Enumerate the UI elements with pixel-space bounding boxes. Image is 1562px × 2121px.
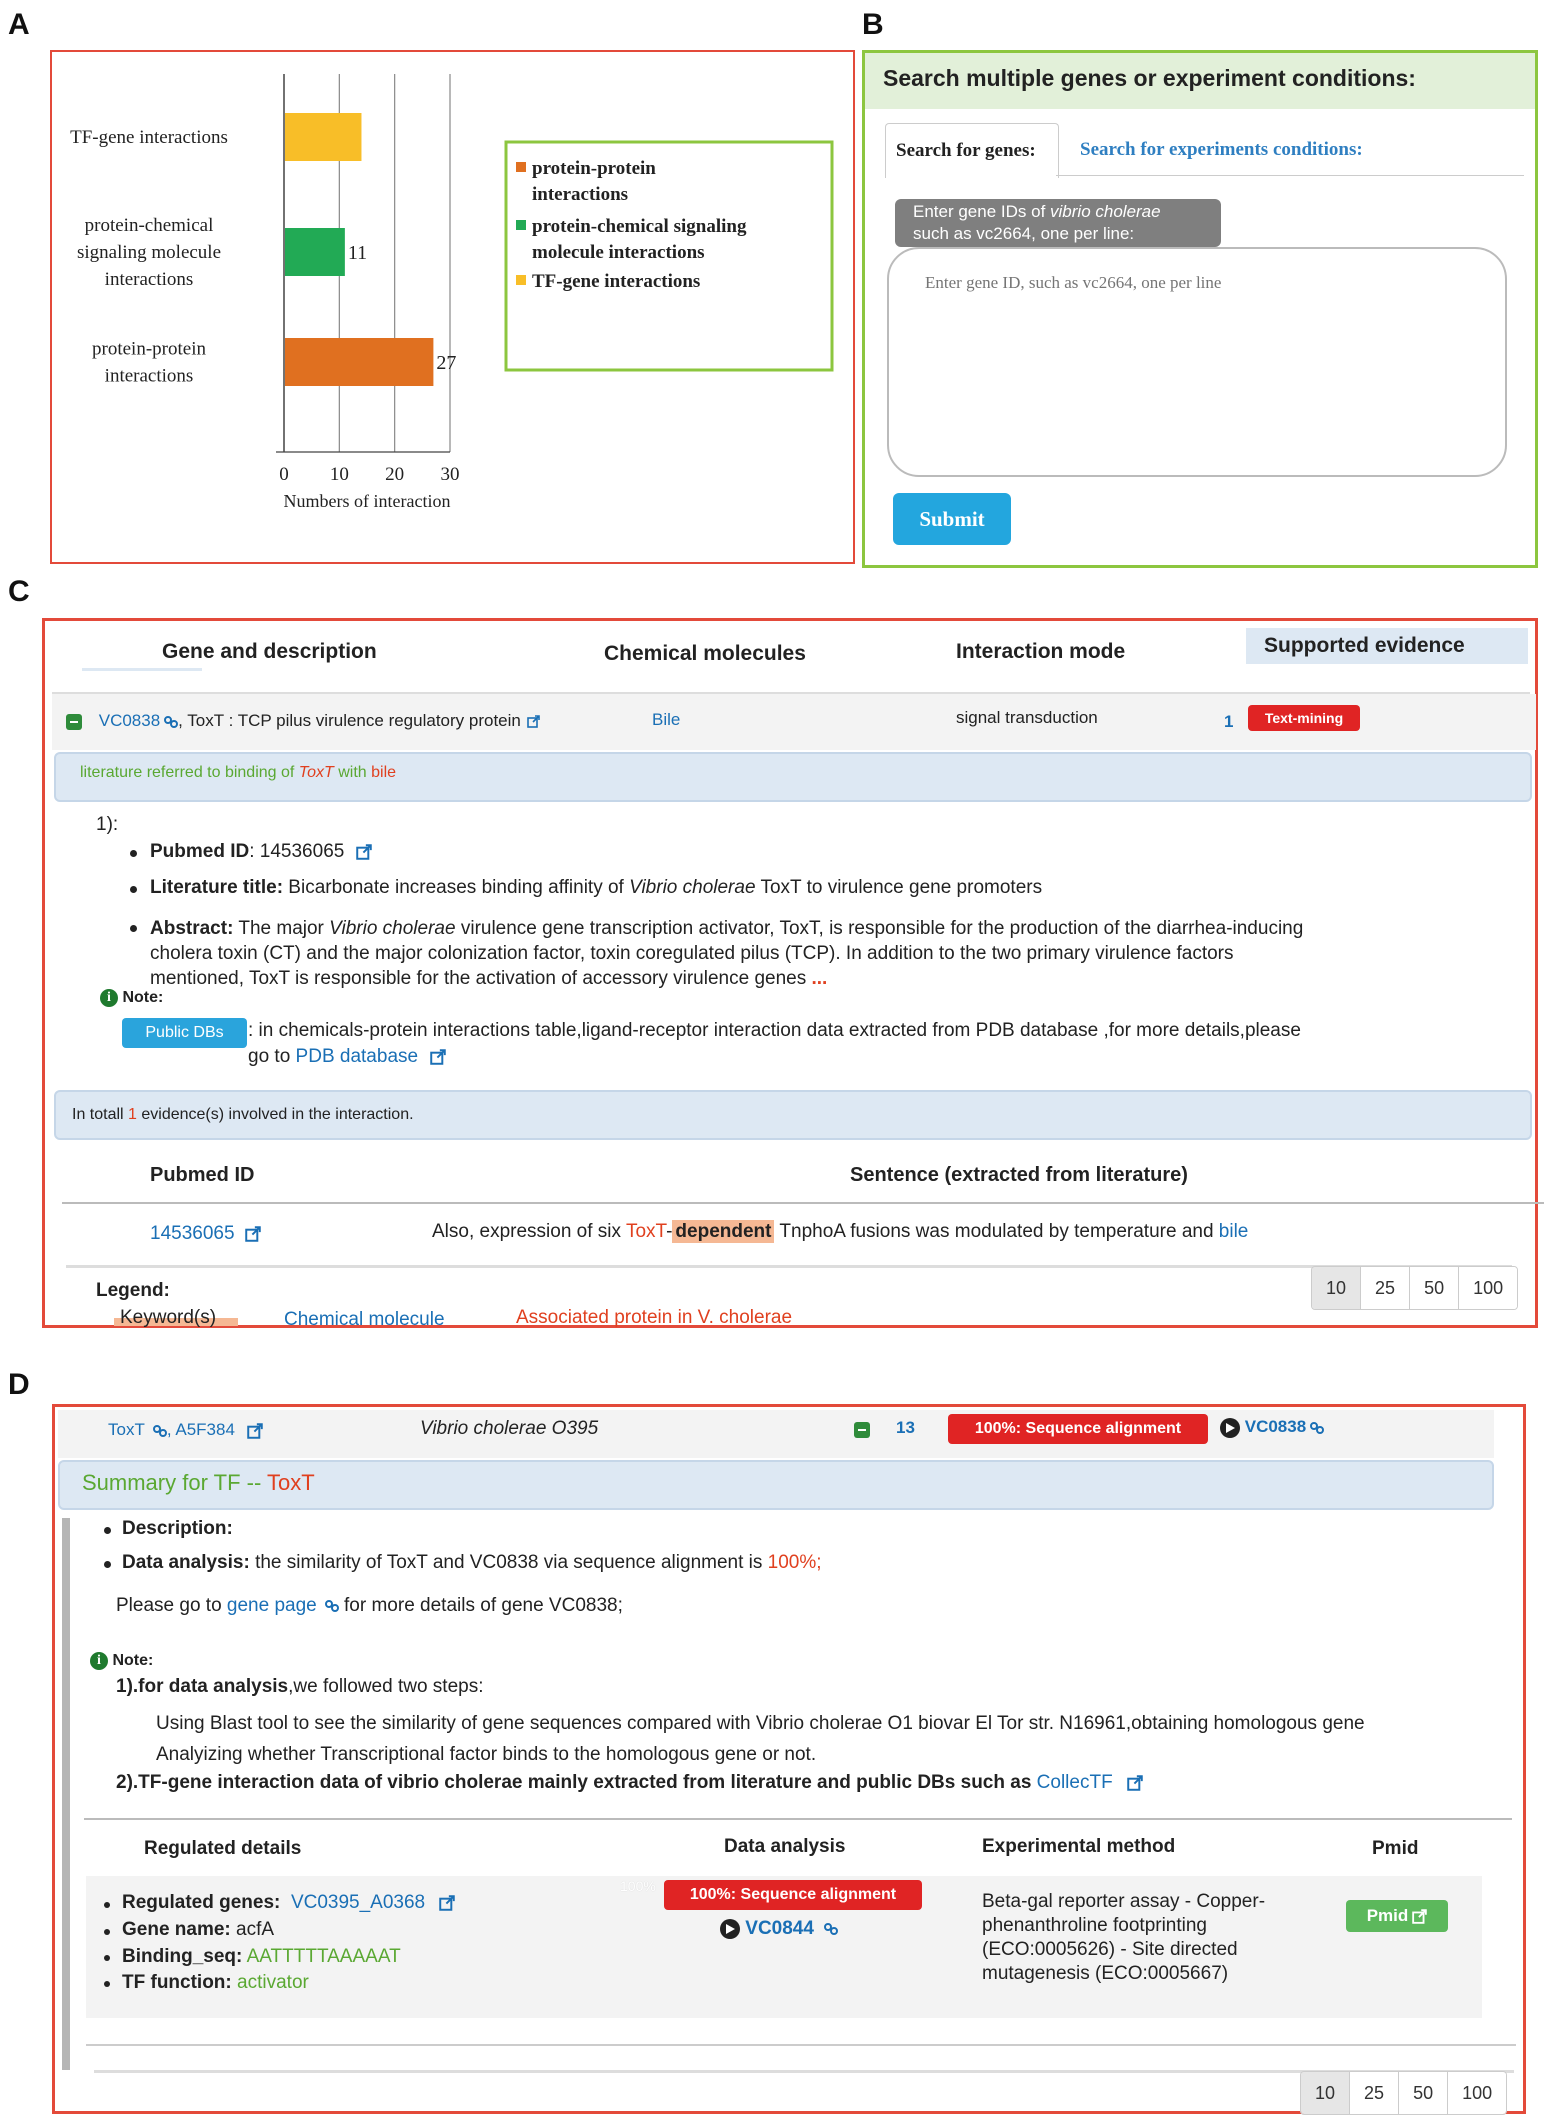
legend-swatch xyxy=(516,220,526,230)
method-line-3: (ECO:0005626) - Site directed xyxy=(982,1939,1238,1960)
interaction-bar-chart xyxy=(52,52,853,562)
tf-note-row xyxy=(90,1652,153,1670)
link-chain-icon[interactable] xyxy=(1310,1422,1324,1434)
total-prefix: In totall xyxy=(72,1106,129,1123)
pubmed-id-value: : 14536065 xyxy=(249,841,345,862)
gene-name-label: Gene name: xyxy=(122,1919,231,1940)
step1-bold: data analysis xyxy=(168,1676,289,1697)
bullet xyxy=(130,850,137,857)
search-panel xyxy=(862,50,1538,568)
link-chain-icon[interactable] xyxy=(164,716,178,728)
gene-page-line xyxy=(116,1595,623,1617)
pubmed-id-line xyxy=(150,841,372,863)
search-header-text: Search multiple genes or experiment conditions: xyxy=(883,65,1416,91)
panel-label-d: D xyxy=(8,1368,30,1401)
abstract-label: Abstract: xyxy=(150,918,234,939)
reg-header-details[interactable]: Regulated details xyxy=(144,1838,302,1859)
step2-line xyxy=(116,1772,1143,1794)
lit-chem: bile xyxy=(371,764,397,781)
arrow-right-icon xyxy=(720,1919,740,1939)
evidence-count[interactable]: 1 xyxy=(1224,712,1234,731)
submit-button-label: Submit xyxy=(919,507,985,531)
category-label: interactions xyxy=(104,365,194,387)
data-analysis-value: 100%; xyxy=(767,1552,822,1573)
interaction-mode-value: signal transduction xyxy=(956,708,1098,727)
lit-prefix: literature referred to binding of xyxy=(80,764,299,781)
analysis-badge[interactable]: 100%: Sequence alignment xyxy=(664,1880,922,1910)
binding-seq-line xyxy=(122,1946,401,1968)
panel-label-a: A xyxy=(8,8,30,41)
ev-pubmed-link[interactable]: 14536065 xyxy=(150,1223,235,1244)
note-text: : in chemicals-protein interactions table,ligand-receptor interaction data extracted from PDB database ,for more details,please xyxy=(248,1020,1301,1041)
abstract-line-2: cholera toxin (CT) and the major colonization factor, toxin coregulated pilus (TCP). In addition to the two primary virulence factors xyxy=(150,943,1234,964)
literature-title-text-end: ToxT to virulence gene promoters xyxy=(755,877,1043,898)
lit-mid: with xyxy=(333,764,372,781)
category-label: protein-chemical xyxy=(84,215,214,236)
bullet xyxy=(104,1929,110,1935)
gene-name-line xyxy=(122,1919,274,1941)
note-go-text: go to xyxy=(248,1046,296,1067)
faint-percentage: 100% xyxy=(620,1878,656,1894)
reg-header-analysis[interactable]: Data analysis xyxy=(724,1836,846,1857)
chem-pagination xyxy=(1311,1266,1518,1310)
abstract-more-link[interactable]: ... xyxy=(811,968,828,989)
pubmed-id-label: Pubmed ID xyxy=(150,841,250,862)
tf-pagination xyxy=(1300,2071,1507,2115)
pmid-button[interactable] xyxy=(1346,1900,1448,1932)
ev-dash: - xyxy=(666,1221,673,1242)
info-icon: i xyxy=(100,989,118,1007)
header-underline xyxy=(82,668,202,671)
category-label: interactions xyxy=(104,269,194,290)
data-analysis-line xyxy=(122,1552,822,1574)
ev-sentence-text-cont: TnphoA fusions was modulated by temperature and xyxy=(774,1221,1219,1242)
page-size-50[interactable]: 50 xyxy=(1398,2072,1447,2114)
collectf-link[interactable]: CollecTF xyxy=(1036,1772,1113,1793)
gene-page-text-end: for more details of gene VC0838; xyxy=(338,1595,623,1616)
chemical-link-bile[interactable]: Bile xyxy=(652,710,681,729)
bullet xyxy=(104,1955,110,1961)
col-header-gene[interactable]: Gene and description xyxy=(162,640,377,663)
data-analysis-text: the similarity of ToxT and VC0838 via sequence alignment is xyxy=(249,1552,768,1573)
col-header-mode[interactable]: Interaction mode xyxy=(956,640,1126,663)
method-line-1: Beta-gal reporter assay - Copper- xyxy=(982,1891,1266,1912)
page-size-25[interactable]: 25 xyxy=(1349,2072,1398,2114)
bullet xyxy=(104,1981,110,1987)
external-link-icon[interactable] xyxy=(527,715,540,728)
reg-header-pmid[interactable]: Pmid xyxy=(1372,1838,1419,1859)
tf-link-toxt[interactable]: ToxT xyxy=(108,1420,145,1439)
legend-keyword: Keyword(s) xyxy=(120,1307,217,1328)
ev-header-sentence[interactable]: Sentence (extracted from literature) xyxy=(850,1164,1188,1186)
pdb-database-link[interactable]: PDB database xyxy=(295,1046,419,1067)
gene-page-text: Please go to xyxy=(116,1595,227,1616)
legend-chemical: Chemical molecule xyxy=(284,1309,445,1330)
page-size-25[interactable]: 25 xyxy=(1360,1267,1409,1309)
regulated-gene-link[interactable]: VC0395_A0368 xyxy=(290,1892,426,1913)
legend-label: protein-chemical signaling xyxy=(532,216,747,237)
ev-sentence-text: Also, expression of six xyxy=(432,1221,626,1242)
hint-suffix: such as vc2664, one per line: xyxy=(913,224,1135,243)
external-link-icon[interactable] xyxy=(439,1895,455,1911)
hint-prefix: Enter gene IDs of xyxy=(913,202,1051,221)
lit-protein: ToxT xyxy=(298,764,334,781)
external-link-icon[interactable] xyxy=(245,1226,261,1242)
category-label: protein-protein xyxy=(92,338,206,360)
tf-function-value: activator xyxy=(237,1972,309,1993)
x-tick-label: 10 xyxy=(329,464,349,485)
ev-keyword: dependent xyxy=(672,1220,774,1243)
page-size-100[interactable]: 100 xyxy=(1447,2072,1506,2114)
regulated-table-divider xyxy=(84,1818,1512,1820)
step1-suffix: ,we followed two steps: xyxy=(288,1676,484,1697)
sequence-alignment-badge[interactable]: 100%: Sequence alignment xyxy=(948,1414,1208,1444)
tf-function-line xyxy=(122,1972,309,1994)
page-size-100[interactable]: 100 xyxy=(1458,1267,1517,1309)
page-size-10[interactable]: 10 xyxy=(1301,2072,1349,2114)
collapse-icon[interactable] xyxy=(854,1422,870,1438)
link-chain-icon[interactable] xyxy=(325,1600,339,1612)
hint-species: vibrio cholerae xyxy=(1050,202,1161,221)
gene-link-vc0838[interactable]: VC0838 xyxy=(98,711,161,730)
analysis-gene-link-vc0844[interactable]: VC0844 xyxy=(745,1918,814,1939)
legend-swatch xyxy=(516,275,526,285)
literature-item-number: 1): xyxy=(96,814,119,835)
x-tick-label: 30 xyxy=(440,464,460,485)
step2-text: 2).TF-gene interaction data of vibrio cholerae mainly extracted from literature and public DBs such as xyxy=(116,1772,1037,1793)
tf-target-count[interactable]: 13 xyxy=(896,1418,915,1437)
x-tick-label: 20 xyxy=(385,464,405,485)
tf-row-sep: , xyxy=(166,1420,176,1439)
gene-description: , ToxT : TCP pilus virulence regulatory protein xyxy=(178,711,521,730)
abstract-text-cont: virulence gene transcription activator, ToxT, is responsible for the production of the diarrhea-inducing xyxy=(455,918,1304,939)
note-text-block xyxy=(248,1018,1301,1070)
abstract-block xyxy=(150,916,1303,991)
description-label: Description: xyxy=(122,1518,233,1539)
tf-species: Vibrio cholerae O395 xyxy=(420,1418,599,1439)
abstract-line-3: mentioned, ToxT is responsible for the activation of accessory virulence genes xyxy=(150,968,812,989)
note-row xyxy=(100,989,163,1007)
step1-prefix: 1).for xyxy=(116,1676,169,1697)
step1-detail-1: Using Blast tool to see the similarity of gene sequences compared with Vibrio cholerae O1 biovar El Tor str. N16961,obtaining homologous gene xyxy=(156,1713,1365,1734)
gene-page-link[interactable]: gene page xyxy=(226,1595,317,1616)
total-count: 1 xyxy=(128,1106,137,1123)
method-line-2: phenanthroline footprinting xyxy=(982,1915,1208,1936)
step1-detail-2: Analyizing whether Transcriptional factor binds to the homologous gene or not. xyxy=(156,1744,817,1765)
reg-header-method[interactable]: Experimental method xyxy=(982,1836,1176,1857)
abstract-species: Vibrio cholerae xyxy=(329,918,456,939)
bar xyxy=(285,338,433,386)
target-gene-link-vc0838[interactable]: VC0838 xyxy=(1244,1417,1307,1436)
ev-header-divider xyxy=(62,1202,1544,1204)
legend-label: interactions xyxy=(532,184,629,205)
literature-bar-text xyxy=(80,764,396,782)
bar xyxy=(285,113,361,161)
total-suffix: evidence(s) involved in the interaction. xyxy=(136,1106,414,1123)
gene-name-value: acfA xyxy=(230,1919,275,1940)
external-link-icon[interactable] xyxy=(430,1049,446,1065)
gene-id-textarea[interactable] xyxy=(887,247,1507,477)
text-mining-badge[interactable]: Text-mining xyxy=(1248,705,1360,731)
bullet xyxy=(104,1561,111,1568)
ev-table-scrollbar[interactable] xyxy=(66,1265,1512,1268)
page-size-50[interactable]: 50 xyxy=(1409,1267,1458,1309)
col-header-evidence-label: Supported evidence xyxy=(1264,634,1465,657)
link-chain-icon[interactable] xyxy=(153,1425,167,1437)
tf-note-label: Note: xyxy=(112,1652,154,1670)
legend-swatch xyxy=(516,162,526,172)
ev-chemical: bile xyxy=(1218,1221,1249,1242)
category-label: signaling molecule xyxy=(76,242,222,263)
literature-title-text: Bicarbonate increases binding affinity of xyxy=(283,877,630,898)
detail-scrollbar[interactable] xyxy=(62,1518,70,2070)
page-size-10[interactable]: 10 xyxy=(1312,1267,1360,1309)
legend-label: protein-protein xyxy=(532,158,656,179)
binding-seq-value: AATTTTTAAAAAT xyxy=(246,1946,401,1967)
external-link-icon[interactable] xyxy=(1127,1775,1143,1791)
evidence-total-text xyxy=(72,1106,414,1124)
gene-id-hint xyxy=(895,199,1221,247)
ev-header-pubmed[interactable]: Pubmed ID xyxy=(150,1164,255,1186)
ev-pubmed-cell xyxy=(150,1223,261,1245)
tf-summary-title xyxy=(82,1470,315,1496)
collapse-icon[interactable] xyxy=(66,714,82,730)
method-line-4: mutagenesis (ECO:0005667) xyxy=(982,1963,1229,1984)
note-label: Note: xyxy=(122,989,164,1007)
summary-tf: ToxT xyxy=(266,1470,315,1495)
tf-target-gene xyxy=(1220,1417,1324,1438)
bar xyxy=(285,228,345,276)
data-label: 27 xyxy=(436,352,457,374)
data-analysis-label: Data analysis: xyxy=(122,1552,250,1573)
legend-label: molecule interactions xyxy=(532,242,705,263)
tab-search-genes[interactable] xyxy=(885,123,1059,178)
bullet xyxy=(130,886,137,893)
legend-label: TF-gene interactions xyxy=(532,271,701,292)
regulated-genes-label: Regulated genes: xyxy=(122,1892,281,1913)
submit-button[interactable] xyxy=(893,493,1011,545)
tab-divider xyxy=(1056,175,1524,176)
literature-title-species: Vibrio cholerae xyxy=(629,877,756,898)
legend-protein: Associated protein in V. cholerae xyxy=(516,1307,793,1328)
binding-seq-label: Binding_seq: xyxy=(122,1946,243,1967)
literature-title-label: Literature title: xyxy=(150,877,284,898)
tf-function-label: TF function: xyxy=(122,1972,232,1993)
x-axis-label: Numbers of interaction xyxy=(283,491,451,511)
data-label: 11 xyxy=(347,242,368,264)
literature-title-line xyxy=(150,877,1042,899)
step1-line xyxy=(116,1676,484,1698)
public-dbs-button[interactable]: Public DBs xyxy=(122,1018,247,1048)
chart-panel xyxy=(50,50,855,564)
ev-protein: ToxT xyxy=(625,1221,667,1242)
external-link-icon[interactable] xyxy=(247,1423,263,1439)
pmid-button-label: Pmid xyxy=(1366,1906,1409,1925)
panel-label-c: C xyxy=(8,575,30,608)
panel-label-b: B xyxy=(862,8,884,41)
external-link-icon xyxy=(1412,1909,1427,1924)
category-label: TF-gene interactions xyxy=(70,127,228,148)
x-tick-label: 0 xyxy=(279,464,289,485)
abstract-text: The major xyxy=(233,918,330,939)
tf-row-name xyxy=(108,1420,263,1440)
col-header-evidence[interactable] xyxy=(1246,628,1528,664)
experimental-method xyxy=(982,1890,1265,1986)
bullet xyxy=(130,925,137,932)
bullet xyxy=(104,1902,110,1908)
arrow-right-icon xyxy=(1220,1418,1240,1438)
info-icon: i xyxy=(90,1652,108,1670)
regulated-genes-line xyxy=(122,1892,455,1914)
external-link-icon[interactable] xyxy=(356,844,372,860)
ev-sentence-cell xyxy=(432,1221,1248,1243)
legend-title: Legend: xyxy=(96,1280,170,1301)
chem-row-gene xyxy=(66,711,540,731)
link-chain-icon[interactable] xyxy=(824,1923,838,1935)
bullet xyxy=(104,1527,111,1534)
regulated-table-bottom xyxy=(86,2044,1516,2046)
col-header-chemical[interactable]: Chemical molecules xyxy=(604,642,806,665)
tab-search-genes-label: Search for genes: xyxy=(896,140,1036,161)
analysis-gene xyxy=(720,1918,838,1940)
step1-details xyxy=(156,1708,1365,1770)
uniprot-link-a5f384[interactable]: A5F384 xyxy=(175,1420,235,1439)
tab-search-conditions[interactable]: Search for experiments conditions: xyxy=(1080,139,1363,160)
summary-prefix: Summary for TF -- xyxy=(82,1470,267,1495)
